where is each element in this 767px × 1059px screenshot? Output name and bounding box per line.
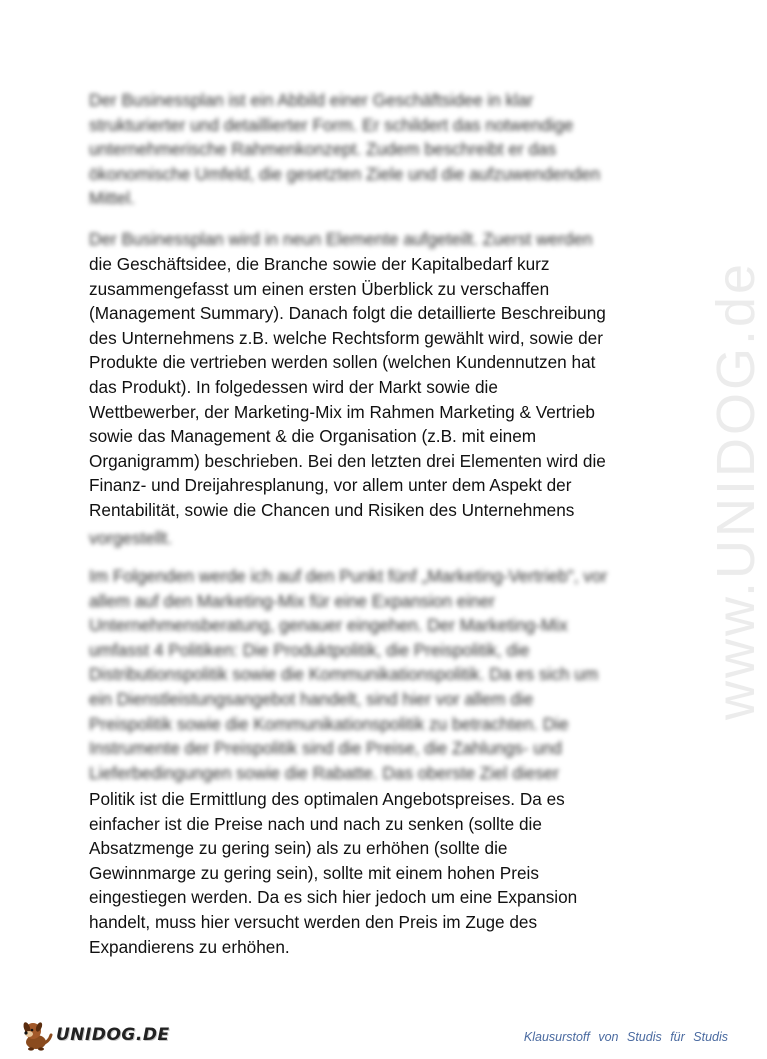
paragraph-2-blurred-bottom [89, 526, 667, 551]
paragraph-2-visible [89, 252, 667, 523]
text-line: Mittel. [89, 188, 135, 209]
text-line: Lieferbedingungen sowie die Rabatte. Das oberste Ziel dieser [89, 762, 560, 783]
text-line: strukturierter und detaillierter Form. Er schildert das notwendige [89, 114, 574, 135]
text-line: allem auf den Marketing-Mix für eine Expansion einer [89, 590, 496, 611]
text-line: Gewinnmarge zu gering sein), sollte mit einem hohen Preis [89, 862, 539, 883]
watermark: www.UNIDOG.de [706, 260, 766, 720]
text-line: die Geschäftsidee, die Branche sowie der Kapitalbedarf kurz [89, 254, 550, 274]
text-line: Preispolitik sowie die Kommunikationspolitik zu betrachten. Die [89, 713, 569, 734]
paragraph-3-visible [89, 787, 667, 959]
text-line: Distributionspolitik sowie die Kommunikationspolitik. Da es sich um [89, 664, 599, 685]
text-line: ein Dienstleistungsangebot handelt, sind hier vor allem die [89, 688, 534, 709]
unidog-logo [20, 1018, 170, 1052]
text-line: Produkte die vertrieben werden sollen (welchen Kundennutzen hat [89, 352, 596, 373]
text-line: umfasst 4 Politiken: Die Produktpolitik, die Preispolitik, die [89, 639, 530, 660]
text-line: Absatzmenge zu gering sein) als zu erhöhen (sollte die [89, 838, 508, 859]
text-line: Der Businessplan wird in neun Elemente aufgeteilt. Zuerst werden [89, 229, 593, 249]
text-line: Im Folgenden werde ich auf den Punkt fünf „Marketing-Vertrieb", vor [89, 566, 608, 586]
dog-mascot-icon [20, 1018, 54, 1052]
text-line: Organigramm) beschrieben. Bei den letzten drei Elementen wird die [89, 450, 606, 471]
text-line: Finanz- und Dreijahresplanung, vor allem unter dem Aspekt der [89, 475, 572, 496]
text-line: Instrumente der Preispolitik sind die Preise, die Zahlungs- und [89, 738, 562, 759]
paragraph-3-blurred [89, 564, 667, 785]
text-line: Rentabilität, sowie die Chancen und Risiken des Unternehmens [89, 499, 575, 520]
text-line: Expandierens zu erhöhen. [89, 936, 290, 957]
text-line: Politik ist die Ermittlung des optimalen Angebotspreises. Da es [89, 789, 565, 809]
logo-text: UNIDOG.DE [56, 1025, 170, 1045]
text-line: unternehmerische Rahmenkonzept. Zudem beschreibt er das [89, 139, 557, 160]
paragraph-1-blurred [89, 88, 667, 211]
text-line: sowie das Management & die Organisation (z.B. mit einem [89, 426, 537, 447]
text-line: Der Businessplan ist ein Abbild einer Geschäftsidee in klar [89, 90, 534, 110]
paragraph-2-blurred-top [89, 227, 667, 252]
text-line: einfacher ist die Preise nach und nach zu senken (sollte die [89, 813, 542, 834]
text-line: ökonomische Umfeld, die gesetzten Ziele und die aufzuwendenden [89, 163, 601, 184]
text-line: des Unternehmens z.B. welche Rechtsform gewählt wird, sowie der [89, 327, 603, 348]
text-line: das Produkt). In folgedessen wird der Markt sowie die [89, 376, 498, 397]
text-line: handelt, muss hier versucht werden den Preis im Zuge des [89, 911, 538, 932]
text-line: Wettbewerber, der Marketing-Mix im Rahmen Marketing & Vertrieb [89, 401, 595, 422]
footer-tagline: Klausurstoff von Studis für Studis [523, 1030, 728, 1044]
text-line: (Management Summary). Danach folgt die detaillierte Beschreibung [89, 303, 606, 324]
text-line: eingestiegen werden. Da es sich hier jedoch um eine Expansion [89, 887, 578, 908]
text-line: Unternehmensberatung, genauer eingehen. Der Marketing-Mix [89, 615, 568, 636]
text-line: zusammengefasst um einen ersten Überblick zu verschaffen [89, 278, 550, 299]
text-line: vorgestellt. [89, 528, 173, 548]
